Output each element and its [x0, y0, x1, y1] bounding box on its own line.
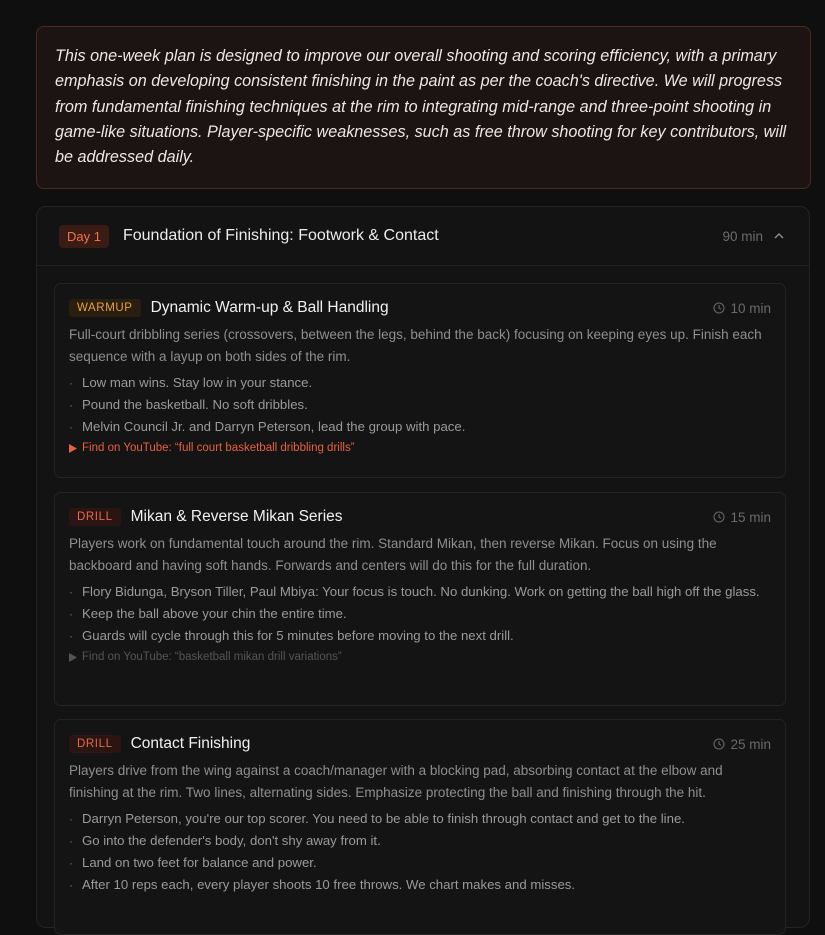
- day-duration: 90 min: [722, 228, 763, 244]
- day-card: [36, 206, 810, 928]
- coaching-point: · After 10 reps each, every player shoots 10 free throws. We chart makes and misses.: [69, 877, 576, 892]
- activity-duration: [713, 734, 771, 754]
- coaching-point: · Low man wins. Stay low in your stance.: [69, 375, 313, 390]
- day-badge: Day 1: [59, 225, 109, 248]
- coaching-point: · Guards will cycle through this for 5 minutes before moving to the next drill.: [69, 628, 514, 643]
- day-title: Foundation of Finishing: Footwork & Contact: [122, 227, 439, 244]
- activity-duration: [713, 507, 771, 527]
- clock-icon: [713, 738, 725, 750]
- activity-description: Full-court dribbling series (crossovers, between the legs, behind the back) focusing on keeping eyes up. Finish each sequence with a layup on both sides of the rim.: [69, 327, 762, 364]
- coaching-point: · Darryn Peterson, you're our top scorer. You need to be able to finish through contact and get to the line.: [69, 811, 685, 826]
- play-icon: [69, 444, 77, 453]
- activity-description: Players work on fundamental touch around the rim. Standard Mikan, then reverse Mikan. Focus on using the backboard and having soft hands. Forwards and centers will do this for the full duration.: [69, 536, 717, 573]
- coaching-point: · Pound the basketball. No soft dribbles.: [69, 397, 308, 412]
- day-meta: [722, 207, 785, 265]
- activity-tag: DRILL: [69, 508, 121, 526]
- activity-title: Mikan & Reverse Mikan Series: [130, 508, 343, 525]
- activity-title: Contact Finishing: [130, 735, 251, 752]
- plan-intro: This one-week plan is designed to improve our overall shooting and scoring efficiency, with a primary emphasis on developing consistent finishing in the paint as per the coach's directive. We will progress from fundamental finishing techniques at the rim to integrating mid-range and three-point shooting in game-like situations. Player-specific weaknesses, such as free throw shooting for key contributors, will be addressed daily.: [36, 26, 811, 189]
- activity-description: Players drive from the wing against a coach/manager with a blocking pad, absorbing contact at the elbow and finishing at the rim. Two lines, alternating sides. Emphasize protecting the ball and finishing through the hit.: [69, 763, 723, 800]
- day-header[interactable]: [37, 207, 809, 266]
- activity-card-warmup: [54, 283, 786, 478]
- coaching-point: · Land on two feet for balance and power.: [69, 855, 317, 870]
- activity-tag: WARMUP: [69, 299, 141, 317]
- youtube-link[interactable]: Find on YouTube: “full court basketball dribbling drills”: [69, 442, 771, 454]
- play-icon: [69, 653, 77, 662]
- activity-duration: [713, 298, 771, 318]
- activity-duration-label: 25 min: [730, 736, 771, 752]
- clock-icon: [713, 511, 725, 523]
- activity-tag: DRILL: [69, 735, 121, 753]
- youtube-link[interactable]: Find on YouTube: “basketball mikan drill variations”: [69, 651, 771, 663]
- coaching-point: · Go into the defender's body, don't shy away from it.: [69, 833, 381, 848]
- coaching-point: · Flory Bidunga, Bryson Tiller, Paul Mbiya: Your focus is touch. No dunking. Work on getting the ball high off the glass.: [69, 584, 760, 599]
- coaching-point: · Keep the ball above your chin the entire time.: [69, 606, 347, 621]
- activity-card-mikan: [54, 492, 786, 706]
- clock-icon: [713, 302, 725, 314]
- coaching-point: · Melvin Council Jr. and Darryn Peterson, lead the group with pace.: [69, 419, 466, 434]
- chevron-up-icon[interactable]: [773, 230, 785, 242]
- activity-duration-label: 10 min: [730, 300, 771, 316]
- activity-title: Dynamic Warm-up & Ball Handling: [150, 299, 389, 316]
- activity-duration-label: 15 min: [730, 509, 771, 525]
